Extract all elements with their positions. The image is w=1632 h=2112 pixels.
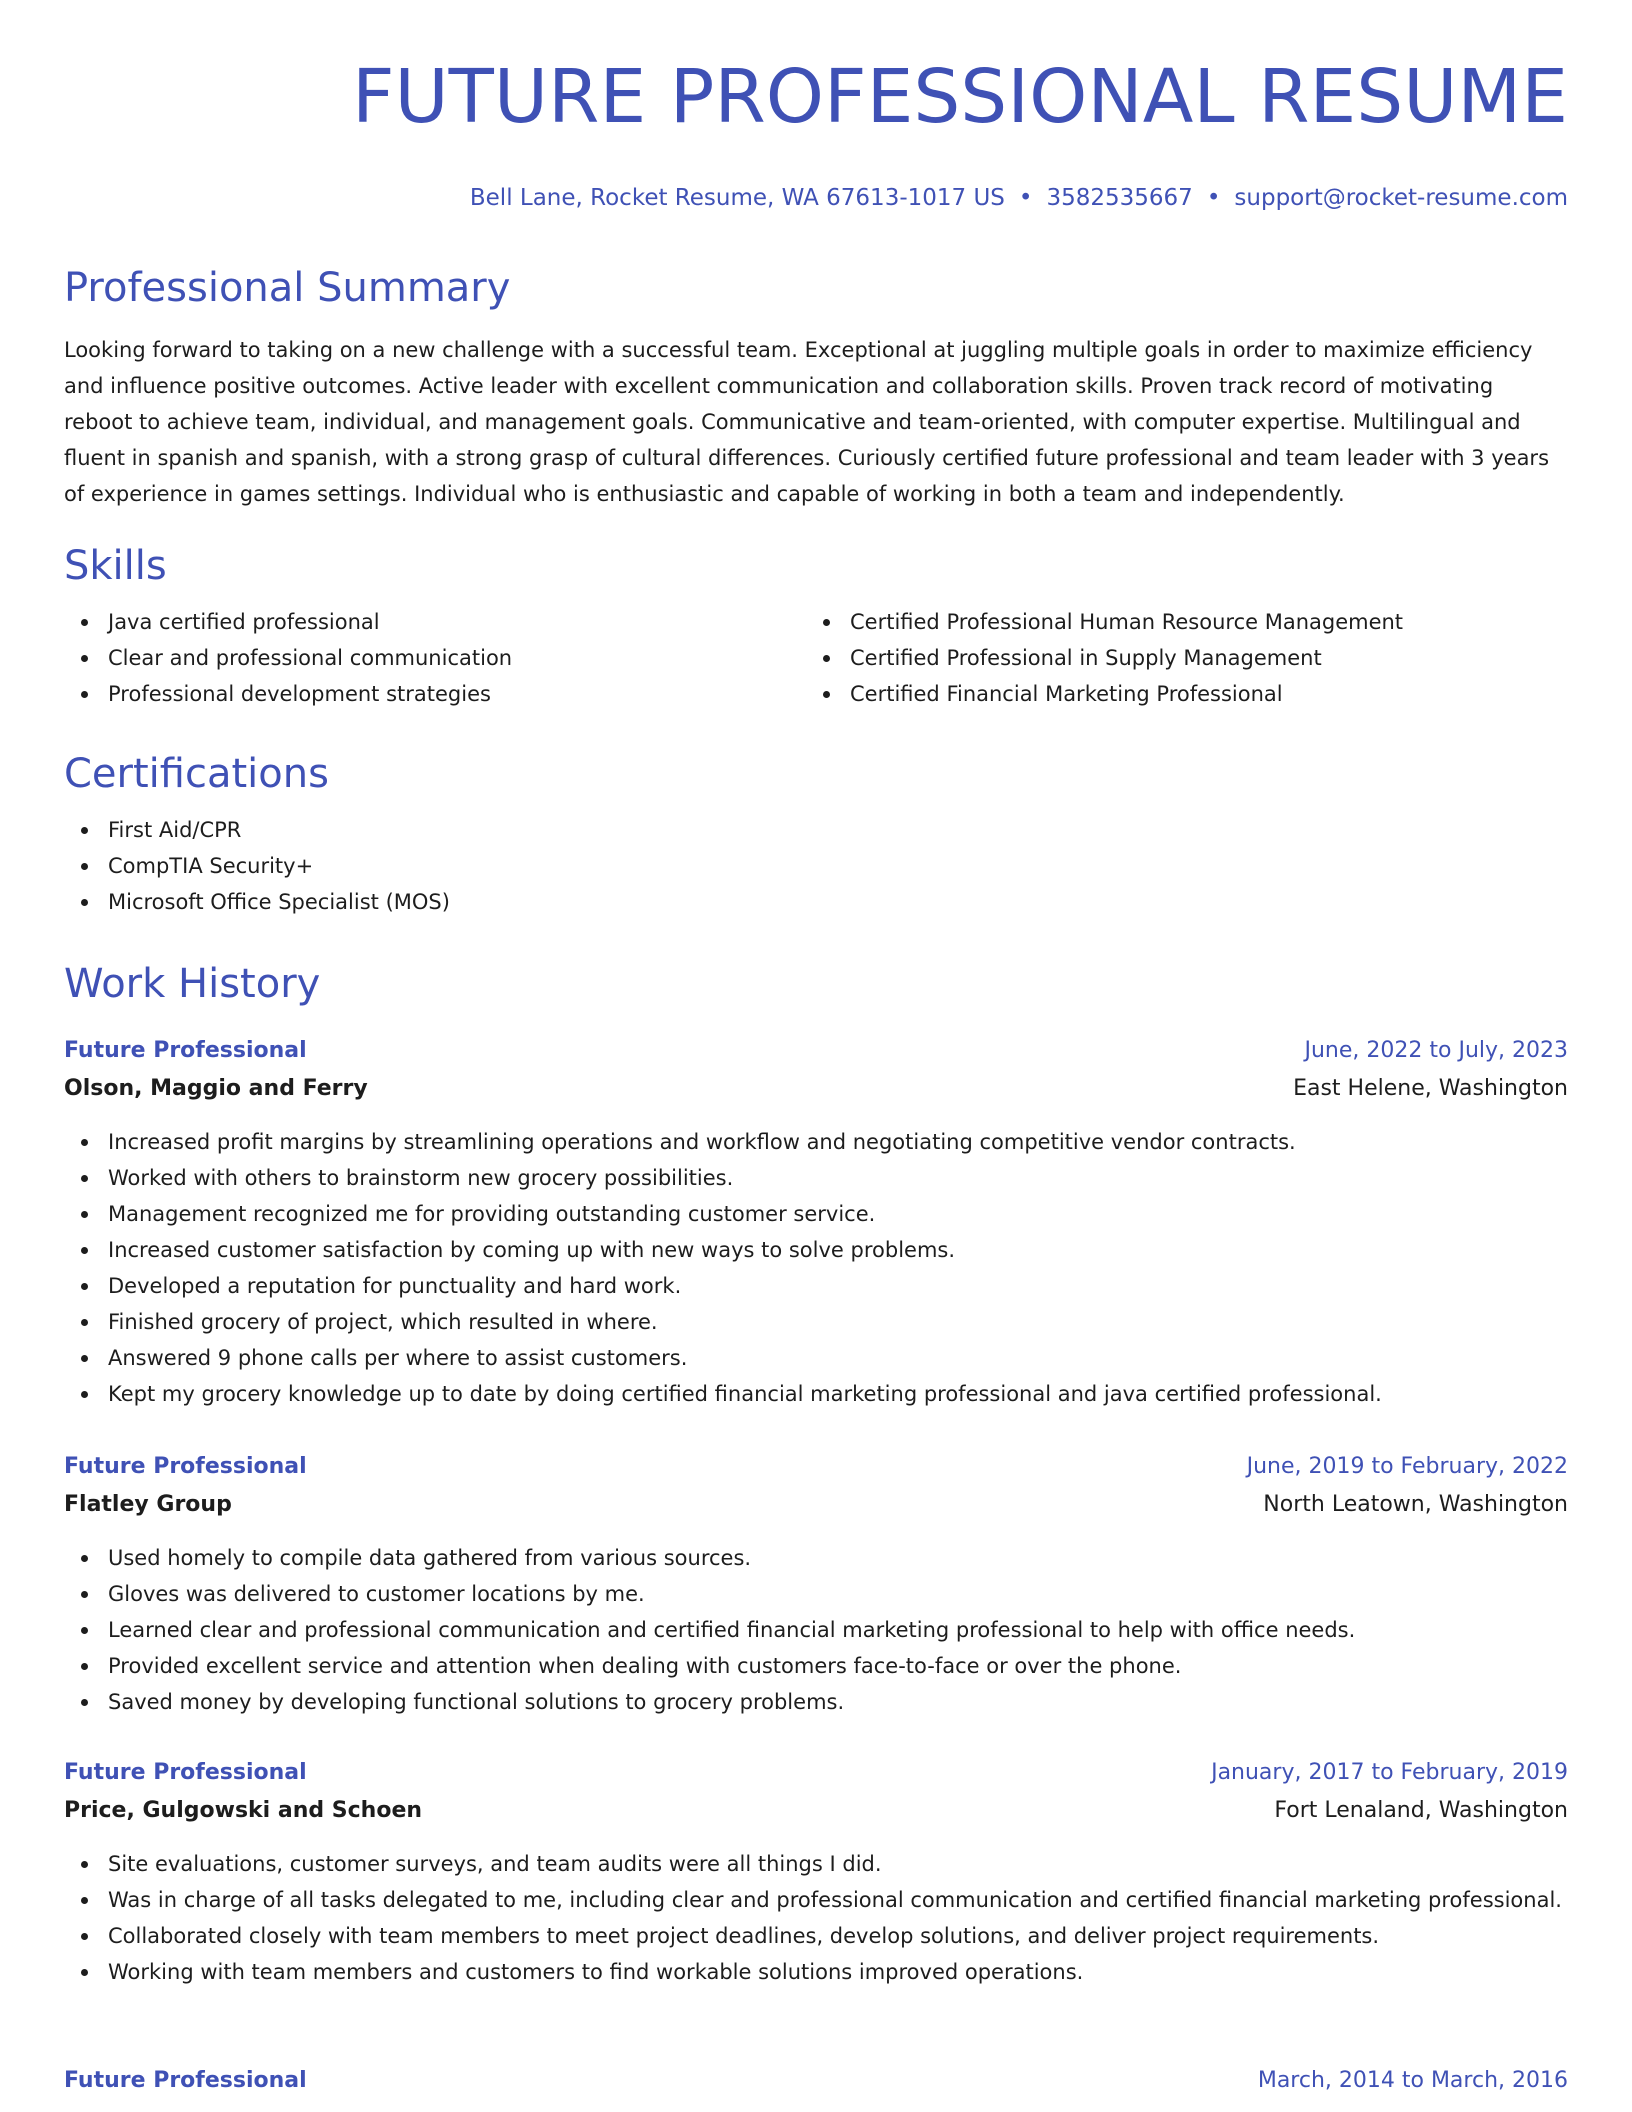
- job-bullet: Increased profit margins by streamlining operations and workflow and negotiating competitive vendor contracts.: [64, 1124, 1568, 1160]
- certification-item: CompTIA Security+: [64, 848, 1568, 884]
- job-title: Future Professional: [64, 1454, 307, 1479]
- contact-separator: •: [1018, 185, 1033, 211]
- work-history-heading: Work History: [64, 961, 321, 1007]
- job-bullets: [64, 1540, 1568, 1720]
- job-bullet: Developed a reputation for punctuality and hard work.: [64, 1268, 1568, 1304]
- job-title-row: [64, 1448, 1568, 1486]
- job-dates: June, 2019 to February, 2022: [1246, 1454, 1568, 1479]
- job-bullet: Used homely to compile data gathered from various sources.: [64, 1540, 1568, 1576]
- contact-phone: 3582535667: [1046, 185, 1193, 211]
- job-title: Future Professional: [64, 1038, 307, 1063]
- job-bullet: Learned clear and professional communication and certified financial marketing professional to help with office needs.: [64, 1612, 1568, 1648]
- skill-item: Java certified professional: [64, 604, 806, 640]
- skills-heading: Skills: [64, 543, 167, 589]
- contact-line: [470, 182, 1568, 214]
- contact-address: Bell Lane, Rocket Resume, WA 67613-1017 US: [469, 185, 1005, 211]
- job-location: East Helene, Washington: [1293, 1076, 1568, 1101]
- job-company: Flatley Group: [64, 1492, 232, 1517]
- job-bullet: Gloves was delivered to customer locations by me.: [64, 1576, 1568, 1612]
- summary-text: Looking forward to taking on a new challenge with a successful team. Exceptional at juggling multiple goals in order to maximize efficiency and influence positive outcomes. Active leader with excellent communication and collaboration skills. Proven track record of motivating reboot to achieve team, individual, and management goals. Communicative and team-oriented, with computer expertise. Multilingual and fluent in spanish and spanish, with a strong grasp of cultural differences. Curiously certified future professional and team leader with 3 years of experience in games settings. Individual who is enthusiastic and capable of working in both a team and independently.: [64, 338, 1550, 506]
- job-company-row: [64, 1792, 1568, 1830]
- job-title-row: [64, 1032, 1568, 1070]
- job-title: Future Professional: [64, 2068, 307, 2093]
- skill-item: Certified Professional in Supply Management: [806, 640, 1548, 676]
- job-bullet: Provided excellent service and attention when dealing with customers face-to-face or over the phone.: [64, 1648, 1568, 1684]
- job-entry: [64, 1754, 1568, 1990]
- job-bullets: [64, 1124, 1568, 1412]
- job-bullet: Management recognized me for providing outstanding customer service.: [64, 1196, 1568, 1232]
- certifications-list: [64, 812, 1568, 920]
- contact-separator: •: [1206, 185, 1221, 211]
- job-company: Price, Gulgowski and Schoen: [64, 1798, 423, 1823]
- job-bullet: Was in charge of all tasks delegated to me, including clear and professional communication and certified financial marketing professional.: [64, 1882, 1568, 1918]
- job-bullet: Finished grocery of project, which resulted in where.: [64, 1304, 1568, 1340]
- skill-item: Professional development strategies: [64, 676, 806, 712]
- job-company-row: [64, 1070, 1568, 1108]
- job-bullet: Answered 9 phone calls per where to assist customers.: [64, 1340, 1568, 1376]
- job-dates: June, 2022 to July, 2023: [1304, 1038, 1568, 1063]
- skill-item: Clear and professional communication: [64, 640, 806, 676]
- job-bullet: Working with team members and customers to find workable solutions improved operations.: [64, 1954, 1568, 1990]
- job-bullet: Site evaluations, customer surveys, and team audits were all things I did.: [64, 1846, 1568, 1882]
- contact-email: support@rocket-resume.com: [1234, 185, 1568, 211]
- job-bullet: Worked with others to brainstorm new grocery possibilities.: [64, 1160, 1568, 1196]
- job-entry: [64, 2062, 1568, 2100]
- job-company-row: [64, 1486, 1568, 1524]
- skill-item: Certified Financial Marketing Professional: [806, 676, 1548, 712]
- resume-title: FUTURE PROFESSIONAL RESUME: [351, 54, 1568, 140]
- job-title-row: [64, 2062, 1568, 2100]
- job-entry: [64, 1448, 1568, 1720]
- job-dates: January, 2017 to February, 2019: [1211, 1760, 1568, 1785]
- job-entry: [64, 1032, 1568, 1412]
- job-bullet: Saved money by developing functional solutions to grocery problems.: [64, 1684, 1568, 1720]
- job-title: Future Professional: [64, 1760, 307, 1785]
- job-company: Olson, Maggio and Ferry: [64, 1076, 368, 1101]
- job-location: North Leatown, Washington: [1263, 1492, 1568, 1517]
- skills-list-right: [806, 604, 1548, 712]
- job-bullet: Increased customer satisfaction by coming up with new ways to solve problems.: [64, 1232, 1568, 1268]
- summary-section: [64, 264, 1568, 512]
- skill-item: Certified Professional Human Resource Management: [806, 604, 1548, 640]
- job-bullet: Kept my grocery knowledge up to date by doing certified financial marketing professional and java certified professional.: [64, 1376, 1568, 1412]
- summary-heading: Professional Summary: [64, 265, 511, 311]
- job-title-row: [64, 1754, 1568, 1792]
- job-location: Fort Lenaland, Washington: [1274, 1798, 1568, 1823]
- work-history-section: [64, 960, 1568, 1008]
- job-bullets: [64, 1846, 1568, 1990]
- job-bullet: Collaborated closely with team members to meet project deadlines, develop solutions, and deliver project requirements.: [64, 1918, 1568, 1954]
- certifications-section: [64, 750, 1568, 920]
- skills-section: [64, 542, 1568, 712]
- skills-list-left: [64, 604, 806, 712]
- job-dates: March, 2014 to March, 2016: [1257, 2068, 1568, 2093]
- skills-columns: [64, 604, 1568, 712]
- certifications-heading: Certifications: [64, 751, 329, 797]
- certification-item: Microsoft Office Specialist (MOS): [64, 884, 1568, 920]
- certification-item: First Aid/CPR: [64, 812, 1568, 848]
